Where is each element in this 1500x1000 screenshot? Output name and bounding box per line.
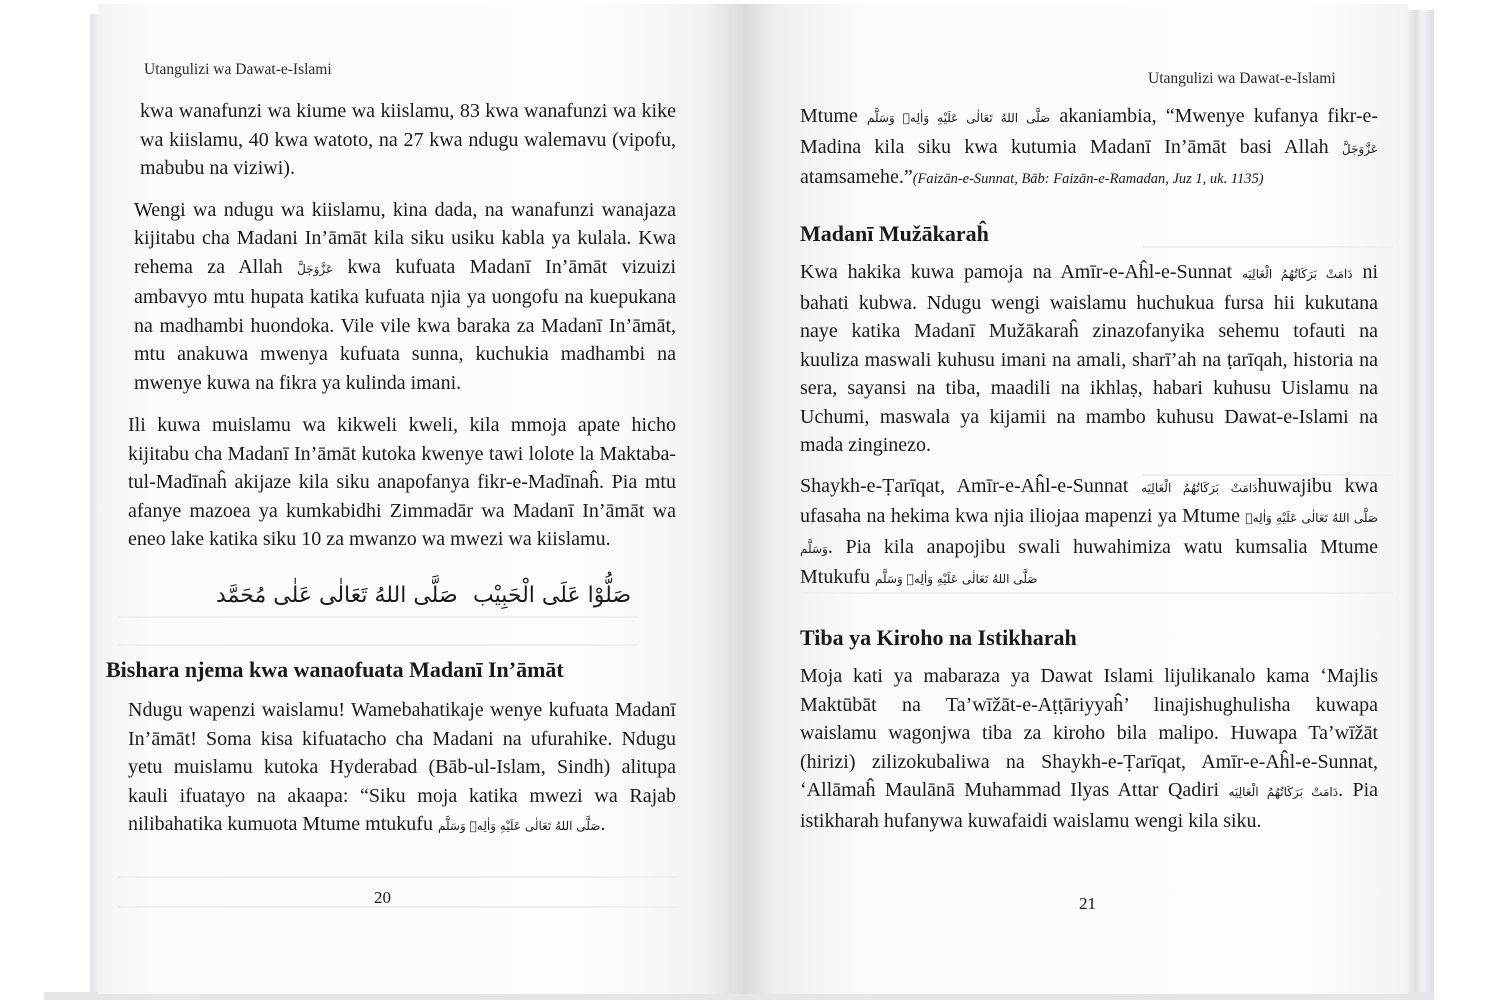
- paragraph: [128, 97, 676, 183]
- arabic-honorific: صَلَّى اللهُ تَعَالٰى عَلَيْهِ وَاٰلِهٖ وَسَلَّم: [437, 819, 601, 833]
- paragraph-text: .: [600, 813, 606, 835]
- paragraph-text: ni bahati kubwa. Ndugu wengi waislamu huchukua fursa hii kukutana naye katika Madanī Mužākaraĥ zinazofanyika sehemu tofauti na kuuliza maswali kuhusu imani na amali, sharī’ah na ṭarīqah, historia na sera, sayansi na tiba, maadili na ikhlaṣ, habari kuhusu Uislamu na Uchumi, maswala ya kijamii na mambo kuhusu Dawat-e-Islami na mada zinginezo.: [800, 261, 1379, 456]
- left-page-body: [106, 97, 677, 841]
- section-heading: Tiba ya Kiroho na Istikharah: [800, 624, 1077, 650]
- paragraph-text: Kwa hakika kuwa pamoja na Amīr-e-Aĥl-e-Sunnat: [800, 261, 1233, 283]
- arabic-honorific: صَلَّى اللهُ تَعَالٰى عَلَيْهِ وَاٰلِهٖ وَسَلَّم: [800, 511, 1379, 556]
- arabic-honorific: عَزَّوَجَلَّ: [297, 261, 334, 276]
- paragraph-text: Shaykh-e-Ṭarīqat, Amīr-e-Aĥl-e-Sunnat: [800, 474, 1129, 497]
- paragraph: [800, 258, 1378, 460]
- salawat-left: صَلَّى اللهُ تَعَالٰى عَلٰى مُحَمَّد: [216, 582, 458, 608]
- section-heading: Bishara njema kwa wanaofuata Madanī In’āmāt: [106, 656, 564, 682]
- paragraph: [800, 102, 1378, 194]
- section-heading: Madanī Mužākaraĥ: [800, 220, 989, 246]
- paragraph-text: Ili kuwa muislamu wa kikweli kweli, kila mmoja apate hicho kijitabu cha Madanī In’āmāt kutoka kwenye tawi lolote la Maktaba-tul-Madīnaĥ akijaze kila siku anapofanya fikr-e-Madīnaĥ. Pia mtu afanye mazoea ya kumkabidhi Zimmadār wa Madanī In’āmāt wa eneo lake katika siku 10 za mwanzo wa mwezi wa kiislamu.: [128, 414, 676, 550]
- arabic-honorific: دَامَتْ بَرَكَاتُهُمُ الْعَالِيَه: [1242, 267, 1353, 281]
- paragraph-text: Wengi wa ndugu wa kiislamu, kina dada, na wanafunzi wanajaza kijitabu cha Madani In’āmāt kila siku usiku kabla ya kulala. Kwa rehema za Allah: [134, 198, 676, 278]
- salawat-line: [128, 582, 676, 622]
- arabic-honorific: صَلَّى اللهُ تَعَالٰى عَلَيْهِ وَاٰلِهٖ وَسَلَّم: [866, 111, 1051, 125]
- arabic-honorific: عَزَّوَجَلَّ: [1341, 141, 1378, 156]
- paragraph: [128, 696, 676, 841]
- paragraph-text: Moja kati ya mabaraza ya Dawat Islami lijulikanalo kama ‘Majlis Maktūbāt na Ta’wīžāt-e-Aṭṭāriyyaĥ’ linajishughulisha kuwapa waislamu wagonjwa tiba za kiroho bila malipo. Huwapa Ta’wīžāt (hirizi) zilizokubaliwa na Shaykh-e-Ṭarīqat, Amīr-e-Aĥl-e-Sunnat, ‘Allāmaĥ Maulānā Muhammad Ilyas Attar Qadiri: [800, 665, 1378, 801]
- right-page-body: [800, 102, 1378, 835]
- paragraph-text: Mtume: [800, 105, 858, 127]
- arabic-honorific: دَامَتْ بَرَكَاتُهُمُ الْعَالِيَه: [1228, 785, 1339, 799]
- paragraph-text: huwajibu kwa ufasaha na hekima kwa njia iliojaa mapenzi ya Mtume: [800, 474, 1378, 527]
- paragraph-text: . Pia istikharah hufanywa kuwafaidi waislamu wengi kila siku.: [800, 779, 1379, 832]
- right-page: [743, 4, 1408, 994]
- paragraph-text: kwa wanafunzi wa kiume wa kiislamu, 83 kwa wanafunzi wa kike wa kiislamu, 40 kwa watoto, na 27 kwa ndugu walemavu (vipofu, mabubu na viziwi).: [140, 100, 676, 179]
- right-page-stack-edge: [1404, 10, 1434, 994]
- paragraph: [128, 411, 676, 554]
- arabic-honorific: دَامَتْ بَرَكَاتُهُمُ الْعَالِيَه: [1141, 480, 1258, 495]
- arabic-honorific: صَلَّى اللهُ تَعَالٰى عَلَيْهِ وَاٰلِهٖ وَسَلَّم: [875, 572, 1038, 586]
- paragraph-text: akaniambia, “Mwenye kufanya fikr-e-Madina kila siku kwa kutumia Madanī In’āmāt basi Allah: [800, 105, 1379, 158]
- paragraph: [800, 472, 1378, 594]
- left-page: [98, 4, 743, 994]
- running-header: Utangulizi wa Dawat-e-Islami: [144, 61, 332, 78]
- show-through-line: [118, 876, 678, 878]
- paragraph-text: Ndugu wapenzi waislamu! Wamebahatikaje wenye kufuata Madanī In’āmāt! Soma kisa kifuatacho cha Madani na ufurahike. Ndugu yetu muislamu kutoka Hyderabad (Bāb-ul-Islam, Sindh) alitupa kauli ifuatayo na akaapa: “Siku moja katika mwezi wa Rajab nilibahatika kumuota Mtume mtukufu: [128, 699, 676, 835]
- paragraph-text: kwa kufuata Madanī In’āmāt vizuizi ambavyo mtu hupata katika kufuata njia ya uongofu na kuepukana na madhambi huondoka. Vile vile kwa baraka za Madanī In’āmāt, mtu anakuwa mwenya kufuata sunna, kuchukia madhambi na mwenye kuwa na fikra ya kulinda imani.: [134, 255, 677, 394]
- salawat-right: صَلُّوْا عَلَى الْحَبِيْب: [473, 582, 632, 608]
- page-number: 20: [374, 888, 391, 907]
- page-number: 21: [1079, 894, 1096, 913]
- paragraph: [128, 196, 676, 398]
- show-through-line: [118, 906, 678, 908]
- paragraph-text: atamsamehe.”: [800, 166, 913, 188]
- paragraph: [800, 662, 1378, 835]
- citation: (Faizān-e-Sunnat, Bāb: Faizān-e-Ramadan, Juz 1, uk. 1135): [912, 171, 1264, 187]
- running-header: Utangulizi wa Dawat-e-Islami: [1148, 70, 1336, 87]
- paragraph-text: . Pia kila anapojibu swali huwahimiza watu kumsalia Mtume Mtukufu: [800, 535, 1378, 588]
